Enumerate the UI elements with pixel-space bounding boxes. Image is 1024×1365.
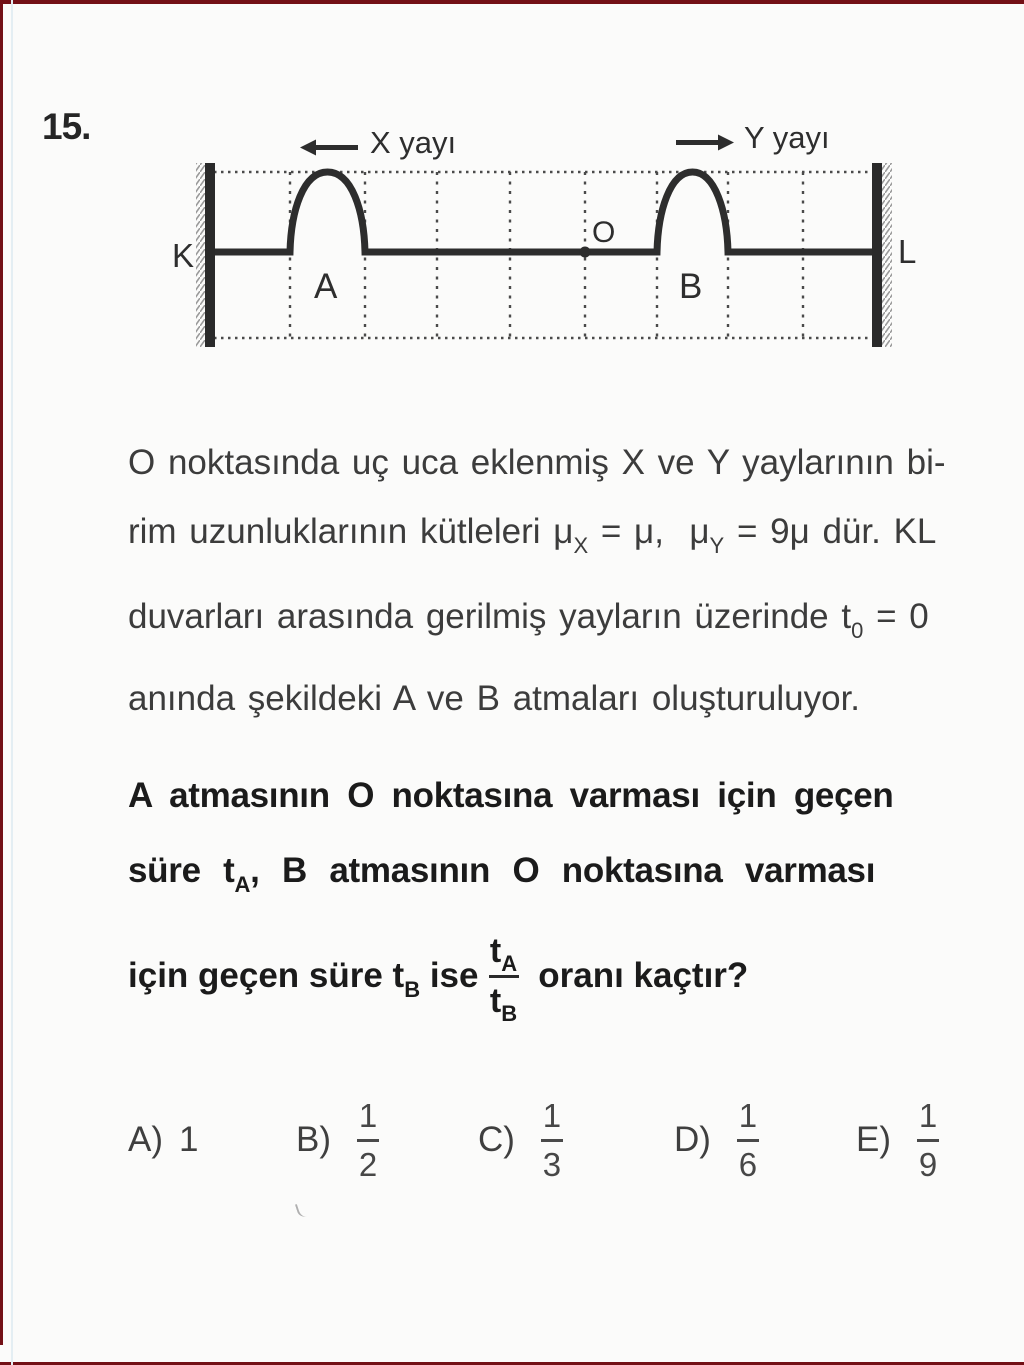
option-e [856, 1075, 949, 1205]
x-spring-label: X yayı [370, 125, 457, 160]
option-label: D) [674, 1120, 711, 1159]
fraction-bar [357, 1139, 379, 1142]
fraction-bar [541, 1139, 563, 1142]
text-run: = μ, μ [588, 512, 710, 551]
fraction-denominator: 9 [918, 1145, 938, 1183]
text-run: , B atmasının O noktasına varması [250, 851, 876, 890]
paragraph-line-4: anında şekildeki A ve B atmaları oluşturuluyor. [128, 679, 861, 718]
text-run: t [489, 931, 502, 970]
text-run: = 9μ dür. KL [724, 512, 937, 551]
y-spring-label: Y yayı [744, 120, 830, 155]
fraction-denominator: 6 [738, 1145, 758, 1183]
fraction-numerator [489, 931, 518, 977]
option-a [128, 1075, 198, 1205]
question-bold-line-2 [128, 851, 1008, 897]
option-c [478, 1075, 573, 1205]
junction-label: O [592, 216, 616, 249]
option-fraction [357, 1097, 379, 1184]
junction-point [580, 247, 591, 258]
text-run [128, 956, 479, 1002]
option-fraction [917, 1097, 939, 1184]
text-run: için geçen süre t [128, 956, 405, 995]
text-run: = 0 [863, 597, 929, 636]
option-value: 1 [179, 1120, 199, 1159]
question-bold-line-1: A atmasının O noktasına varması için geçen [128, 776, 894, 815]
option-label: B) [296, 1120, 331, 1159]
pulse-a-label: A [314, 267, 338, 306]
text-run: ise [420, 956, 479, 995]
right-arrow-icon [676, 135, 734, 151]
text-run: oranı kaçtır? [528, 956, 749, 995]
fraction-bar [737, 1139, 759, 1142]
option-label: A) [128, 1120, 163, 1159]
answer-options [0, 1075, 1024, 1205]
subscript: 0 [851, 618, 864, 643]
ta-tb-fraction [489, 931, 519, 1027]
paragraph-line-2 [128, 512, 1008, 558]
text-run: rim uzunluklarının kütleleri μ [128, 512, 574, 551]
fraction-numerator: 1 [738, 1096, 758, 1134]
text-run: duvarları arasında gerilmiş yayların üzerinde t [128, 597, 852, 636]
fraction-numerator: 1 [542, 1096, 562, 1134]
option-label: C) [478, 1120, 515, 1159]
spring-with-pulses [214, 172, 872, 252]
text-run: t [489, 981, 502, 1020]
subscript: Y [709, 533, 725, 558]
question-bold-line-3 [128, 916, 1008, 1036]
paragraph-line-1: O noktasında uç uca eklenmiş X ve Y yaylarının bi- [128, 443, 946, 482]
page-border-top [0, 0, 1024, 4]
fraction-bar [917, 1139, 939, 1142]
fraction-denominator [489, 981, 518, 1027]
fraction-numerator: 1 [358, 1096, 378, 1134]
option-fraction [737, 1097, 759, 1184]
wall-left-label: K [172, 237, 195, 274]
paragraph-line-3 [128, 597, 1008, 643]
fraction-denominator: 3 [542, 1145, 562, 1183]
subscript: A [234, 872, 251, 897]
wall-right [872, 163, 892, 347]
fraction-denominator: 2 [358, 1145, 378, 1183]
option-label: E) [856, 1120, 891, 1159]
fraction-numerator: 1 [918, 1096, 938, 1134]
left-arrow-icon [300, 140, 358, 156]
spring-diagram [160, 95, 940, 365]
wall-left [196, 163, 215, 347]
subscript: X [573, 533, 589, 558]
wall-right-label: L [898, 233, 917, 270]
subscript: B [501, 1001, 518, 1027]
option-d [674, 1075, 769, 1205]
option-fraction [541, 1097, 563, 1184]
subscript: A [501, 951, 518, 977]
pulse-b-label: B [679, 267, 703, 306]
question-number: 15. [42, 106, 91, 147]
text-run: süre t [128, 851, 235, 890]
subscript: B [404, 977, 421, 1002]
option-b [296, 1075, 389, 1205]
